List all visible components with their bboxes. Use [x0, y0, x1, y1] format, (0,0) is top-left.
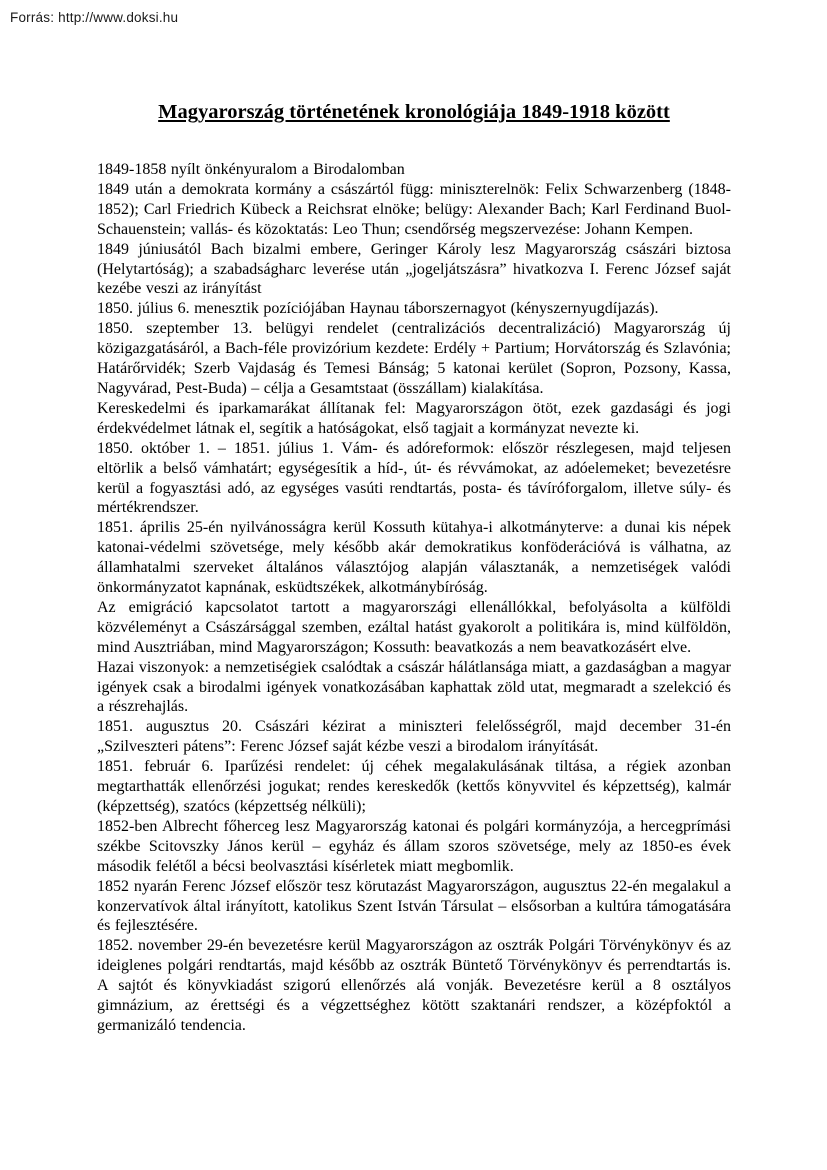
paragraph: 1849-1858 nyílt önkényuralom a Birodalomban [97, 161, 405, 178]
paragraph: 1852. november 29-én bevezetésre kerül Magyarországon az osztrák Polgári Törvénykönyv és az ideiglenes polgári rendtartás, majd később az osztrák Büntető Törvénykönyv és perrendtartás is. A sajtót és könyvkiadást szigorú ellenőrzés alá vonják. Bevezetésre kerül a 8 osztályos gimnázium, az érettségi és a végzettséghez kötött szaktanári rendszer, a középfoktól a germanizáló tendencia. [97, 937, 731, 1034]
body-text [97, 160, 731, 1036]
paragraph: Az emigráció kapcsolatot tartott a magyarországi ellenállókkal, befolyásolta a külföldi közvéleményt a Császársággal szemben, ezáltal hatást gyakorolt a politikára is, mind külföldön, mind Ausztriában, mind Magyarországon; Kossuth: beavatkozás a nem beavatkozásért elve. [97, 598, 731, 656]
paragraph: 1849 után a demokrata kormány a császártól függ: miniszterelnök: Felix Schwarzenberg (1848-1852); Carl Friedrich Kübeck a Reichsrat elnöke; belügy: Alexander Bach; Karl Ferdinand Buol-Schauenstein; vallás- és közoktatás: Leo Thun; csendőrség megszervezése: Johann Kempen. [97, 180, 731, 238]
paragraph: 1849 júniusától Bach bizalmi embere, Geringer Károly lesz Magyarország császári biztosa (Helytartóság); a szabadságharc leverése után „jogeljátszásra” hivatkozva I. Ferenc József saját kezébe veszi az irányítást [97, 240, 731, 298]
paragraph: 1850. július 6. menesztik pozíciójában Haynau táborszernagyot (kényszernyugdíjazás). [97, 300, 659, 318]
paragraph: Hazai viszonyok: a nemzetiségiek csalódtak a császár hálátlansága miatt, a gazdaságban a magyar igények csak a birodalmi igények vonatkozásában kaphattak zöld utat, megmaradt a szelekció és a részrehajlás. [97, 658, 731, 716]
paragraph: 1850. szeptember 13. belügyi rendelet (centralizációs decentralizáció) Magyarország új közigazgatásáról, a Bach-féle provizórium kezdete: Erdély + Partium; Horvátország és Szlavónia; Határőrvidék; Szerb Vajdaság és Temesi Bánság; 5 katonai kerület (Sopron, Pozsony, Kassa, Nagyvárad, Pest-Buda) – célja a Gesamtstaat (összállam) kialakítása. [97, 320, 731, 397]
paragraph: 1851. augusztus 20. Császári kézirat a miniszteri felelősségről, majd december 31-én „Szilveszteri pátens”: Ferenc József saját kézbe veszi a birodalom irányítását. [97, 718, 731, 756]
page-title: Magyarország történetének kronológiája 1849-1918 között [158, 101, 670, 123]
paragraph: 1850. október 1. – 1851. július 1. Vám- és adóreformok: először részlegesen, majd teljesen eltörlik a belső vámhatárt; egységesítik a híd-, út- és révvámokat, az adóelemeket; bevezetésre kerül a fogyasztási adó, az egységes vasúti rendtartás, posta- és távíróforgalom, illetve súly- és mértékrendszer. [97, 439, 731, 517]
document-content [97, 0, 731, 1036]
paragraph: Kereskedelmi és iparkamarákat állítanak fel: Magyarországon ötöt, ezek gazdasági és jogi érdekvédelmet látnak el, segítik a hatóságokat, első tagjait a kormányzat nevezte ki. [97, 399, 731, 437]
paragraph: 1851. február 6. Iparűzési rendelet: új céhek megalakulásának tiltása, a régiek azonban megtarthatták ellenőrzési jogukat; rendes kereskedők (kettős könyvvitel és képzettség), kalmár (képzettség), szatócs (képzettség nélküli); [97, 758, 731, 815]
paragraph: 1852 nyarán Ferenc József először tesz körutazást Magyarországon, augusztus 22-én megalakul a konzervatívok által irányított, katolikus Szent István Társulat – elsősorban a kultúra támogatására és fejlesztésére. [97, 877, 731, 935]
source-url-label: Forrás: http://www.doksi.hu [10, 10, 179, 25]
paragraph: 1852-ben Albrecht főherceg lesz Magyarország katonai és polgári kormányzója, a hercegprímási székbe Scitovszky János kerül – egyház és állam szoros szövetsége, mely az 1850-es évek második felétől a bécsi beolvasztási kísérletek miatt megbomlik. [97, 817, 731, 875]
paragraph: 1851. április 25-én nyilvánosságra kerül Kossuth kütahya-i alkotmányterve: a dunai kis népek katonai-védelmi szövetsége, mely később akár demokratikus konföderációvá is válhatna, az államhatalmi szerveket általános választójog alapján választanák, a nemzetiségek valódi önkormányzatot kapnának, esküdtszékek, alkotmánybíróság. [97, 519, 731, 597]
